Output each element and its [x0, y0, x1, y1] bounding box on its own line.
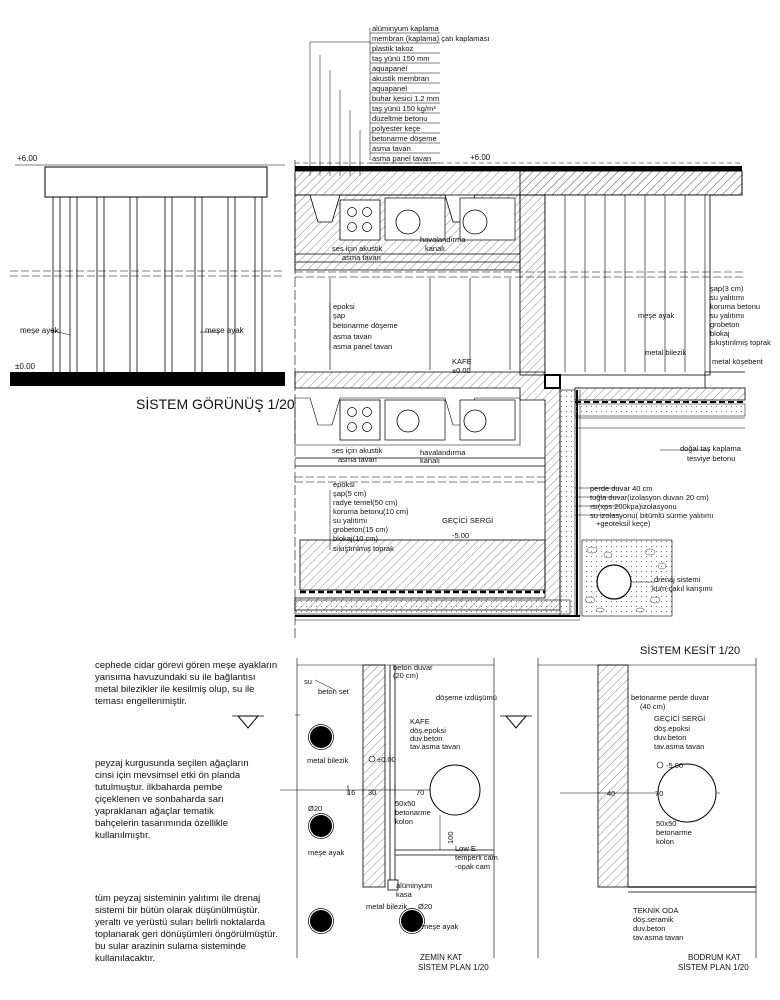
- label-plan-ground-beton-set: beton set: [318, 687, 349, 696]
- mese-ayak-mid-label: meşe ayak: [205, 326, 244, 335]
- section-top-level: +6.00: [470, 153, 491, 162]
- label-plan-basement-col-2: betonarme: [656, 828, 692, 837]
- label-roof-layers-5: akustik membran: [372, 74, 430, 83]
- label-plan-basement-t-1: döş.seramik: [633, 915, 674, 924]
- label-plan-ground-mese-ayak: meşe ayak: [308, 848, 345, 857]
- label-exterior-layers-4: grobeton: [710, 320, 740, 329]
- label-plan-basement-level: -5.00: [666, 761, 684, 770]
- label-roof-layers-11: betonarme döşeme: [372, 134, 437, 143]
- label-exterior-layers-0: şap(3 cm): [710, 284, 744, 293]
- label-plan-basement-col-3: kolon: [656, 837, 674, 846]
- basement-plan-title-1: BODRUM KAT: [688, 953, 741, 962]
- label-levels-gecici: GEÇİCİ SERGİ: [442, 516, 494, 525]
- label-levels-kafe: KAFE: [452, 357, 472, 366]
- label-labels-duct-1: havalandırma: [420, 235, 466, 244]
- basement-plan-title-2: SİSTEM PLAN 1/20: [678, 963, 749, 972]
- label-wall-layers-1: tuğla duvar(izolasyon duvarı 20 cm): [590, 493, 709, 502]
- label-labels-stone-2: tesviye betonu: [687, 454, 736, 463]
- label-plan-ground-kafe: KAFE: [410, 717, 430, 726]
- label-labels-mese-ayak-section: meşe ayak: [638, 311, 675, 320]
- label-plan-ground-level: ±0.00: [377, 755, 396, 764]
- label-plan-ground-d100: 100: [446, 831, 455, 844]
- label-labels-acoustic-b2: asma tavan: [338, 455, 377, 464]
- label-basement-floor-layers-6: blokaj(10 cm): [333, 534, 379, 543]
- label-exterior-layers-5: blokaj: [710, 329, 730, 338]
- label-labels-acoustic-1: ses için akustik: [332, 244, 383, 253]
- note-landscape-trees: peyzaj kurgusunda seçilen ağaçların cinsi için mevsimsel etki ön planda tutulmuştur. ilkbaharda pembe çiçeklenen ve sonbaharda sarı yapraklanan ağaçlar tematik bahçelerin tasarımında özellikle kullanılmıştır.: [95, 758, 249, 841]
- label-exterior-layers-6: sıkıştırılmış toprak: [710, 338, 771, 347]
- label-roof-layers-9: düzeltme betonu: [372, 114, 428, 123]
- label-plan-ground-mese-ayak-2: meşe ayak: [422, 922, 459, 931]
- label-kafe-floor-layers-1: şap: [333, 311, 346, 320]
- label-roof-layers-1: membran (kaplama) çatı kaplaması: [372, 34, 490, 43]
- label-plan-basement-g-1: döş.epoksi: [654, 724, 690, 733]
- mese-ayak-left-label: meşe ayak: [20, 326, 59, 335]
- label-roof-layers-2: plastik takoz: [372, 44, 414, 53]
- label-plan-ground-doseme: döşeme izdüşümü: [436, 693, 497, 702]
- label-labels-metal-bilezik: metal bilezik: [645, 348, 687, 357]
- label-exterior-layers-2: koruma betonu: [710, 302, 761, 311]
- label-plan-ground-glass-1: Low E: [455, 844, 476, 853]
- label-basement-floor-layers-3: koruma betonu(10 cm): [333, 507, 409, 516]
- wall-layer-labels: [590, 484, 713, 528]
- label-plan-basement-g-3: tav.asma tavan: [654, 742, 705, 751]
- label-labels-drain-2: kum-çakıl karışımı: [652, 584, 713, 593]
- system-view-title: SİSTEM GÖRÜNÜŞ 1/20: [136, 396, 295, 412]
- label-levels-kafe-level: ±0.00: [452, 366, 471, 375]
- label-labels-stone-1: doğal taş kaplama: [680, 444, 741, 453]
- label-basement-floor-layers-0: epoksi: [333, 480, 355, 489]
- label-labels-acoustic-2: asma tavan: [342, 253, 381, 262]
- label-plan-ground-kafe-2: duv.beton: [410, 734, 443, 743]
- label-plan-basement-d70: 70: [655, 789, 664, 798]
- label-plan-ground-kafe-1: döş.epoksi: [410, 726, 446, 735]
- label-roof-layers-10: polyester keçe: [372, 124, 421, 133]
- label-plan-ground-d20: Ø20: [308, 804, 323, 813]
- label-labels-duct-b2: kanalı: [420, 456, 441, 465]
- label-basement-floor-layers-2: radye temel(50 cm): [333, 498, 398, 507]
- label-plan-basement-teknik: TEKNİK ODA: [633, 906, 679, 915]
- label-wall-layers-0: perde duvar 40 cm: [590, 484, 653, 493]
- label-roof-layers-4: aquapanel: [372, 64, 408, 73]
- label-plan-ground-d70: 70: [416, 788, 425, 797]
- label-plan-ground-beton-duvar-2: (20 cm): [393, 671, 419, 680]
- note-drainage: tüm peyzaj sisteminin yalıtımı ile drenaj sistemi bir bütün olarak düşünülmüştür. yeraltı ve yerüstü suları belirli noktalarda toplanarak geri dönüşümleri öngörülmüştür. bu sular arazinin sulama sisteminde kullanılacaktır.: [95, 893, 278, 964]
- label-basement-floor-layers-7: sıkıştırılmış toprak: [333, 544, 394, 553]
- label-plan-ground-metal-bilezik: metal bilezik: [307, 756, 349, 765]
- kafe-floor-layer-labels: [333, 302, 398, 351]
- label-labels-drain-1: drenaj sistemi: [654, 575, 701, 584]
- label-plan-ground-d30: 30: [368, 788, 377, 797]
- left-top-level: +6.00: [17, 154, 38, 163]
- label-labels-duct-2: kanalı: [425, 244, 446, 253]
- label-exterior-layers-1: su yalıtımı: [710, 293, 745, 302]
- system-section-title: SİSTEM KESİT 1/20: [640, 645, 741, 657]
- label-plan-ground-glass-2: temperli cam: [455, 853, 498, 862]
- label-wall-layers-4: +geoteksil keçe): [596, 519, 651, 528]
- label-plan-ground-alu-1: alüminyum: [396, 881, 433, 890]
- label-plan-basement-col-1: 50x50: [656, 819, 677, 828]
- label-roof-layers-13: asma panel tavan: [372, 154, 432, 163]
- left-bottom-level: ±0.00: [15, 362, 35, 371]
- label-kafe-floor-layers-4: asma panel tavan: [333, 342, 393, 351]
- system-view-elevation: [10, 165, 285, 386]
- label-plan-ground-col-1: 50x50: [395, 799, 416, 808]
- exterior-layer-labels: [710, 284, 771, 347]
- label-wall-layers-2: ısı(xps 200kpa)izolasyonu: [590, 502, 677, 511]
- label-plan-basement-d40: 40: [607, 789, 616, 798]
- label-levels-gecici-level: -5.00: [452, 531, 470, 540]
- label-plan-basement-g-2: duv.beton: [654, 733, 687, 742]
- label-plan-ground-metal-bilezik-2: metal bilezik: [366, 902, 408, 911]
- label-plan-basement-t-2: duv.beton: [633, 924, 666, 933]
- ground-plan-title-1: ZEMİN KAT: [420, 953, 463, 962]
- label-basement-floor-layers-1: şap(5 cm): [333, 489, 367, 498]
- label-plan-ground-kafe-3: tav.asma tavan: [410, 742, 461, 751]
- label-plan-ground-col-3: kolon: [395, 817, 413, 826]
- label-kafe-floor-layers-0: epoksi: [333, 302, 355, 311]
- label-exterior-layers-3: su yalıtımı: [710, 311, 745, 320]
- label-roof-layers-3: taş yünü 150 mm: [372, 54, 430, 63]
- ground-plan-title-2: SİSTEM PLAN 1/20: [418, 963, 489, 972]
- label-plan-basement-gecici: GEÇİCİ SERGİ: [654, 714, 706, 723]
- label-roof-layers-8: taş yünü 150 kg/m³: [372, 104, 436, 113]
- label-plan-ground-su: su: [304, 677, 312, 686]
- label-roof-layers-12: asma tavan: [372, 144, 411, 153]
- label-plan-basement-wall-2: (40 cm): [640, 702, 666, 711]
- label-kafe-floor-layers-3: asma tavan: [333, 332, 372, 341]
- label-basement-floor-layers-5: grobeton(15 cm): [333, 525, 389, 534]
- label-plan-ground-d16: 16: [347, 788, 356, 797]
- label-roof-layers-6: aquapanel: [372, 84, 408, 93]
- label-plan-ground-alu-2: kasa: [396, 890, 412, 899]
- label-roof-layers-7: buhar kesici 1.2 mm: [372, 94, 440, 103]
- label-plan-basement-wall-1: betonarme perde duvar: [631, 693, 709, 702]
- label-kafe-floor-layers-2: betonarme döşeme: [333, 321, 398, 330]
- roof-layer-labels: [372, 24, 490, 163]
- label-roof-layers-0: alüminyum kaplama: [372, 24, 439, 33]
- label-labels-duct-b1: havalandırma: [420, 448, 466, 457]
- label-plan-ground-beton-duvar-1: beton duvar: [393, 663, 433, 672]
- label-plan-ground-glass-3: -opak cam: [455, 862, 491, 871]
- label-plan-ground-col-2: betonarme: [395, 808, 431, 817]
- label-labels-metal-kosebent: metal köşebent: [712, 357, 763, 366]
- note-metal-ring: cephede cidar görevi gören meşe ayakların yansıma havuzundaki su ile bağlantısı metal bilezikler ile kesilmiş olup, su ile teması engellenmiştir.: [95, 660, 278, 707]
- label-plan-basement-t-3: tav.asma tavan: [633, 933, 684, 942]
- label-labels-acoustic-b1: ses için akustik: [332, 446, 383, 455]
- label-plan-ground-d20-2: Ø20: [418, 902, 433, 911]
- label-wall-layers-3: su izolasyonu( bitümlü sürme yalıtımı: [590, 511, 714, 520]
- label-basement-floor-layers-4: su yalıtımı: [333, 516, 368, 525]
